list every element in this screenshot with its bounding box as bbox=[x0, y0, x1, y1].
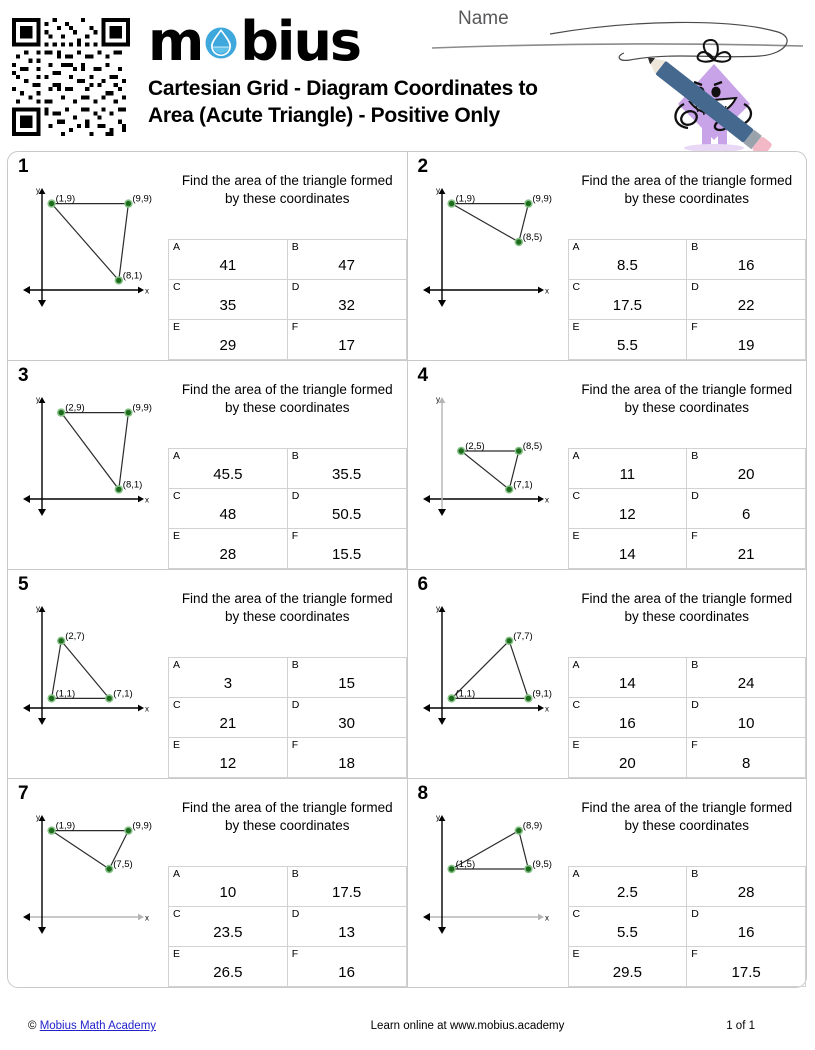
answer-row bbox=[568, 449, 806, 489]
answer-option-value: 35 bbox=[219, 296, 237, 314]
answer-option-value: 14 bbox=[619, 674, 636, 692]
svg-text:(8,1): (8,1) bbox=[122, 479, 143, 491]
question-cell bbox=[7, 360, 408, 570]
answer-option-value: 3 bbox=[223, 674, 233, 692]
question-prompt: Find the area of the triangle formed by these coordinates bbox=[581, 173, 793, 207]
answer-option[interactable] bbox=[687, 738, 806, 778]
diagram-column bbox=[8, 361, 168, 569]
answer-option-letter: F bbox=[691, 321, 698, 333]
answer-option-value: 19 bbox=[737, 336, 755, 354]
answer-option-value: 20 bbox=[619, 754, 636, 772]
answer-row bbox=[169, 529, 407, 569]
svg-text:(8,5): (8,5) bbox=[522, 232, 542, 243]
answer-row bbox=[568, 529, 806, 569]
question-number: 1 bbox=[18, 156, 29, 177]
answer-option[interactable] bbox=[568, 698, 687, 738]
question-number: 3 bbox=[18, 365, 29, 386]
answer-option-value: 10 bbox=[219, 883, 237, 901]
question-right-column bbox=[568, 152, 807, 360]
answer-option[interactable] bbox=[169, 529, 288, 569]
answer-option[interactable] bbox=[687, 658, 806, 698]
question-right-column bbox=[568, 361, 807, 569]
svg-text:x: x bbox=[145, 704, 149, 714]
answer-option-letter: F bbox=[291, 321, 299, 333]
copyright bbox=[0, 1020, 300, 1032]
answer-row bbox=[568, 240, 806, 280]
answer-option-letter: F bbox=[691, 530, 698, 542]
answer-option[interactable] bbox=[287, 867, 406, 907]
answer-option-letter: C bbox=[173, 281, 181, 293]
question-body bbox=[408, 570, 807, 778]
answer-option-letter: F bbox=[291, 739, 299, 751]
answer-option[interactable] bbox=[568, 907, 687, 947]
question-right-column bbox=[568, 779, 807, 987]
answer-option-value: 30 bbox=[338, 714, 355, 732]
answer-option-value: 45.5 bbox=[213, 465, 243, 483]
question-right-column bbox=[168, 152, 407, 360]
page-footer bbox=[0, 1014, 815, 1038]
answer-option-letter: C bbox=[572, 699, 581, 711]
answer-option-letter: B bbox=[691, 868, 699, 880]
svg-text:y: y bbox=[435, 186, 440, 195]
svg-text:x: x bbox=[145, 286, 149, 296]
answer-option-value: 16 bbox=[737, 923, 755, 941]
answer-option-value: 50.5 bbox=[332, 505, 362, 523]
svg-text:(1,9): (1,9) bbox=[455, 193, 475, 205]
answer-option-letter: E bbox=[572, 948, 580, 960]
svg-text:(7,1): (7,1) bbox=[512, 479, 533, 491]
answer-option-value: 47 bbox=[338, 256, 355, 274]
answer-option-letter: B bbox=[291, 241, 299, 253]
answer-option-letter: D bbox=[691, 699, 699, 711]
question-body bbox=[8, 570, 407, 778]
question-cell bbox=[407, 151, 808, 361]
answer-option[interactable] bbox=[169, 240, 288, 280]
answer-option[interactable] bbox=[169, 489, 288, 529]
answer-option-value: 26.5 bbox=[213, 963, 243, 981]
question-body bbox=[408, 361, 807, 569]
question-number: 6 bbox=[417, 574, 429, 595]
answer-option-letter: B bbox=[691, 450, 699, 462]
question-cell bbox=[407, 778, 808, 988]
svg-text:(8,5): (8,5) bbox=[522, 441, 542, 452]
answer-row bbox=[169, 947, 407, 987]
answer-option[interactable] bbox=[287, 698, 406, 738]
svg-text:(7,1): (7,1) bbox=[113, 688, 133, 700]
copyright-symbol: © bbox=[28, 1020, 37, 1032]
questions-grid bbox=[8, 152, 807, 988]
answer-options-table bbox=[168, 239, 407, 360]
diagram-column bbox=[8, 152, 168, 360]
coordinate-diagram bbox=[420, 395, 568, 513]
answer-option-letter: E bbox=[572, 530, 580, 542]
svg-text:x: x bbox=[544, 286, 549, 296]
worksheet-header bbox=[0, 0, 815, 152]
answer-option[interactable] bbox=[287, 489, 406, 529]
diagram-column bbox=[408, 779, 568, 987]
answer-option[interactable] bbox=[687, 698, 806, 738]
answer-option-letter: D bbox=[291, 908, 300, 920]
svg-text:(7,5): (7,5) bbox=[113, 859, 133, 870]
answer-option[interactable] bbox=[568, 489, 687, 529]
answer-option-letter: B bbox=[291, 659, 299, 671]
answer-option-value: 11 bbox=[619, 465, 636, 483]
answer-option-value: 15 bbox=[338, 674, 355, 692]
answer-option-value: 16 bbox=[619, 714, 636, 732]
diagram-column bbox=[408, 570, 568, 778]
answer-option[interactable] bbox=[568, 449, 687, 489]
question-number: 5 bbox=[18, 574, 29, 595]
answer-options-table bbox=[568, 657, 807, 778]
answer-row bbox=[568, 698, 806, 738]
svg-text:(1,1): (1,1) bbox=[455, 688, 475, 700]
question-right-column bbox=[168, 361, 407, 569]
answer-option-letter: C bbox=[173, 490, 181, 502]
answer-row bbox=[169, 280, 407, 320]
answer-option-letter: E bbox=[173, 948, 181, 960]
answer-option[interactable] bbox=[287, 320, 406, 360]
answer-row bbox=[169, 449, 407, 489]
answer-option[interactable] bbox=[687, 449, 806, 489]
answer-row bbox=[169, 240, 407, 280]
answer-option-value: 13 bbox=[338, 923, 355, 941]
answer-option[interactable] bbox=[687, 320, 806, 360]
answer-option-letter: B bbox=[291, 450, 299, 462]
question-prompt: Find the area of the triangle formed by these coordinates bbox=[181, 173, 393, 207]
answer-row bbox=[169, 867, 407, 907]
question-number: 4 bbox=[417, 365, 429, 386]
logo-text-bius: bius bbox=[240, 10, 361, 73]
answer-option-value: 29 bbox=[219, 336, 237, 354]
answer-option[interactable] bbox=[287, 529, 406, 569]
answer-option-value: 23.5 bbox=[213, 923, 243, 941]
answer-option-value: 6 bbox=[741, 505, 751, 523]
answer-row bbox=[568, 280, 806, 320]
answer-option-letter: E bbox=[173, 321, 181, 333]
answer-option-letter: F bbox=[691, 948, 698, 960]
answer-option-value: 8.5 bbox=[616, 256, 638, 274]
answer-option-letter: C bbox=[173, 699, 181, 711]
svg-text:(2,9): (2,9) bbox=[65, 402, 85, 414]
answer-option[interactable] bbox=[687, 489, 806, 529]
answer-row bbox=[169, 489, 407, 529]
svg-text:(9,9): (9,9) bbox=[132, 193, 152, 205]
answer-option[interactable] bbox=[287, 947, 406, 987]
answer-row bbox=[568, 947, 806, 987]
answer-option-value: 29.5 bbox=[612, 963, 642, 981]
svg-text:x: x bbox=[544, 913, 549, 923]
answer-option-letter: B bbox=[291, 868, 299, 880]
answer-option-letter: C bbox=[572, 281, 581, 293]
answer-option[interactable] bbox=[568, 320, 687, 360]
question-prompt: Find the area of the triangle formed by these coordinates bbox=[181, 591, 393, 625]
answer-option-letter: E bbox=[173, 530, 181, 542]
question-right-column bbox=[568, 570, 807, 778]
answer-option-value: 17.5 bbox=[731, 963, 761, 981]
question-prompt: Find the area of the triangle formed by these coordinates bbox=[581, 382, 793, 416]
diagram-column bbox=[8, 570, 168, 778]
answer-option[interactable] bbox=[568, 947, 687, 987]
answer-option-value: 12 bbox=[219, 754, 237, 772]
page-number: 1 of 1 bbox=[726, 1020, 755, 1032]
svg-text:(7,7): (7,7) bbox=[512, 630, 533, 642]
coordinate-diagram bbox=[420, 186, 568, 304]
answer-option-letter: B bbox=[691, 659, 699, 671]
answer-option-value: 28 bbox=[219, 545, 237, 563]
answer-option-letter: A bbox=[173, 868, 181, 880]
svg-text:x: x bbox=[145, 913, 149, 923]
answer-option-letter: F bbox=[691, 739, 698, 751]
answer-option-letter: A bbox=[173, 241, 181, 253]
answer-option-value: 22 bbox=[737, 296, 755, 314]
svg-text:(2,7): (2,7) bbox=[65, 630, 85, 642]
coordinate-diagram bbox=[20, 395, 168, 513]
answer-option[interactable] bbox=[687, 240, 806, 280]
answer-option[interactable] bbox=[687, 947, 806, 987]
answer-option-value: 5.5 bbox=[616, 336, 638, 354]
svg-text:(1,1): (1,1) bbox=[55, 688, 76, 700]
svg-text:y: y bbox=[36, 186, 40, 195]
coordinate-diagram bbox=[420, 604, 568, 722]
coordinate-diagram bbox=[20, 186, 168, 304]
answer-options-table bbox=[168, 657, 407, 778]
answer-option[interactable] bbox=[687, 529, 806, 569]
svg-text:(1,9): (1,9) bbox=[55, 193, 76, 205]
answer-option-value: 35.5 bbox=[332, 465, 362, 483]
question-cell bbox=[7, 151, 408, 361]
svg-text:(9,1): (9,1) bbox=[531, 688, 552, 700]
svg-text:y: y bbox=[36, 395, 40, 404]
svg-text:(1,5): (1,5) bbox=[455, 859, 475, 870]
svg-text:y: y bbox=[36, 813, 40, 822]
answer-option-letter: A bbox=[572, 868, 580, 880]
answer-option-letter: D bbox=[691, 281, 699, 293]
svg-text:x: x bbox=[145, 495, 149, 505]
svg-text:y: y bbox=[435, 395, 440, 404]
question-body bbox=[408, 152, 807, 360]
svg-text:(9,5): (9,5) bbox=[531, 859, 552, 870]
answer-row bbox=[568, 907, 806, 947]
answer-option-letter: D bbox=[291, 490, 300, 502]
answer-row bbox=[169, 738, 407, 778]
answer-option-value: 20 bbox=[737, 465, 755, 483]
answer-option-value: 5.5 bbox=[616, 923, 638, 941]
answer-row bbox=[169, 698, 407, 738]
svg-text:(9,9): (9,9) bbox=[132, 820, 152, 832]
answer-option[interactable] bbox=[169, 947, 288, 987]
answer-option-letter: C bbox=[572, 490, 581, 502]
answer-option-value: 41 bbox=[219, 256, 237, 274]
answer-option-letter: E bbox=[173, 739, 181, 751]
answer-option-value: 2.5 bbox=[616, 883, 638, 901]
answer-option[interactable] bbox=[287, 280, 406, 320]
answer-option-value: 10 bbox=[737, 714, 755, 732]
question-cell bbox=[407, 569, 808, 779]
answer-option-value: 18 bbox=[338, 754, 355, 772]
answer-options-table bbox=[568, 448, 807, 569]
answer-option-value: 28 bbox=[737, 883, 755, 901]
diagram-column bbox=[8, 779, 168, 987]
answer-row bbox=[568, 738, 806, 778]
mascot-illustration bbox=[610, 12, 810, 152]
question-number: 2 bbox=[417, 156, 429, 177]
water-drop-logo-icon bbox=[203, 24, 239, 60]
mobius-math-academy-link[interactable]: Mobius Math Academy bbox=[39, 1020, 157, 1032]
questions-sheet bbox=[0, 152, 815, 988]
question-prompt: Find the area of the triangle formed by these coordinates bbox=[581, 800, 793, 834]
answer-option-letter: D bbox=[691, 490, 699, 502]
question-body bbox=[408, 779, 807, 987]
answer-option[interactable] bbox=[687, 907, 806, 947]
answer-option-letter: C bbox=[173, 908, 181, 920]
answer-option[interactable] bbox=[287, 449, 406, 489]
answer-option-value: 8 bbox=[741, 754, 751, 772]
question-number: 7 bbox=[18, 783, 29, 804]
answer-option[interactable] bbox=[568, 867, 687, 907]
answer-option-letter: E bbox=[572, 739, 580, 751]
svg-text:y: y bbox=[36, 604, 40, 613]
answer-option[interactable] bbox=[169, 907, 288, 947]
svg-text:(9,9): (9,9) bbox=[132, 402, 152, 414]
answer-option-letter: A bbox=[572, 450, 580, 462]
answer-option[interactable] bbox=[169, 280, 288, 320]
answer-option[interactable] bbox=[568, 658, 687, 698]
answer-options-table bbox=[168, 448, 407, 569]
question-right-column bbox=[168, 570, 407, 778]
answer-option-value: 24 bbox=[737, 674, 755, 692]
answer-option-value: 48 bbox=[219, 505, 237, 523]
answer-option-value: 17.5 bbox=[332, 883, 362, 901]
answer-option[interactable] bbox=[568, 280, 687, 320]
answer-option-letter: D bbox=[291, 281, 300, 293]
answer-option-value: 21 bbox=[737, 545, 755, 563]
answer-option[interactable] bbox=[287, 240, 406, 280]
question-number: 8 bbox=[417, 783, 429, 804]
answer-option-letter: A bbox=[173, 659, 181, 671]
question-body bbox=[8, 152, 407, 360]
question-cell bbox=[7, 778, 408, 988]
answer-option[interactable] bbox=[169, 449, 288, 489]
answer-option-value: 15.5 bbox=[332, 545, 362, 563]
svg-text:y: y bbox=[435, 604, 440, 613]
logo-text-m: m bbox=[148, 10, 203, 73]
answer-option-value: 16 bbox=[338, 963, 355, 981]
answer-option-value: 32 bbox=[338, 296, 355, 314]
answer-option[interactable] bbox=[169, 867, 288, 907]
answer-option[interactable] bbox=[169, 738, 288, 778]
answer-row bbox=[568, 489, 806, 529]
answer-option-letter: A bbox=[173, 450, 181, 462]
diagram-column bbox=[408, 361, 568, 569]
answer-option-value: 16 bbox=[737, 256, 755, 274]
answer-option[interactable] bbox=[169, 698, 288, 738]
answer-option-letter: D bbox=[691, 908, 699, 920]
answer-row bbox=[169, 907, 407, 947]
answer-option[interactable] bbox=[287, 658, 406, 698]
svg-text:y: y bbox=[435, 813, 440, 822]
answer-options-table bbox=[168, 866, 407, 987]
question-body bbox=[8, 361, 407, 569]
answer-row bbox=[568, 658, 806, 698]
answer-option-value: 17.5 bbox=[612, 296, 642, 314]
name-label: Name bbox=[458, 8, 509, 29]
answer-option[interactable] bbox=[568, 529, 687, 569]
svg-text:(8,1): (8,1) bbox=[122, 270, 143, 282]
svg-text:(8,9): (8,9) bbox=[522, 820, 542, 832]
answer-options-table bbox=[568, 866, 807, 987]
footer-center-text: Learn online at www.mobius.academy bbox=[370, 1020, 565, 1032]
answer-option-value: 21 bbox=[219, 714, 237, 732]
coordinate-diagram bbox=[20, 604, 168, 722]
answer-option-letter: F bbox=[291, 948, 299, 960]
answer-option-letter: A bbox=[572, 241, 580, 253]
answer-option-letter: F bbox=[291, 530, 299, 542]
svg-text:x: x bbox=[544, 704, 549, 714]
answer-row bbox=[568, 320, 806, 360]
answer-option[interactable] bbox=[287, 738, 406, 778]
answer-option[interactable] bbox=[169, 658, 288, 698]
answer-option-letter: D bbox=[291, 699, 300, 711]
page-title: Cartesian Grid - Diagram Coordinates to Area (Acute Triangle) - Positive Only bbox=[148, 77, 538, 127]
question-prompt: Find the area of the triangle formed by these coordinates bbox=[181, 800, 393, 834]
question-prompt: Find the area of the triangle formed by these coordinates bbox=[581, 591, 793, 625]
answer-option[interactable] bbox=[287, 907, 406, 947]
answer-option-value: 14 bbox=[619, 545, 636, 563]
answer-option-letter: A bbox=[572, 659, 580, 671]
answer-option[interactable] bbox=[687, 867, 806, 907]
answer-option-letter: E bbox=[572, 321, 580, 333]
answer-option[interactable] bbox=[169, 320, 288, 360]
answer-option-value: 17 bbox=[338, 336, 355, 354]
answer-row bbox=[169, 658, 407, 698]
coordinate-diagram bbox=[20, 813, 168, 931]
qr-code-icon bbox=[12, 18, 130, 136]
question-right-column bbox=[168, 779, 407, 987]
answer-option-letter: B bbox=[691, 241, 699, 253]
answer-row bbox=[169, 320, 407, 360]
coordinate-diagram bbox=[420, 813, 568, 931]
answer-option[interactable] bbox=[687, 280, 806, 320]
answer-row bbox=[568, 867, 806, 907]
question-body bbox=[8, 779, 407, 987]
svg-text:(2,5): (2,5) bbox=[464, 441, 485, 452]
svg-text:(1,9): (1,9) bbox=[55, 820, 76, 832]
answer-option-letter: C bbox=[572, 908, 581, 920]
question-cell bbox=[407, 360, 808, 570]
question-cell bbox=[7, 569, 408, 779]
diagram-column bbox=[408, 152, 568, 360]
answer-option-value: 12 bbox=[619, 505, 636, 523]
answer-option[interactable] bbox=[568, 738, 687, 778]
svg-text:(9,9): (9,9) bbox=[531, 193, 552, 205]
answer-options-table bbox=[568, 239, 807, 360]
question-prompt: Find the area of the triangle formed by these coordinates bbox=[181, 382, 393, 416]
answer-option[interactable] bbox=[568, 240, 687, 280]
svg-text:x: x bbox=[544, 495, 549, 505]
